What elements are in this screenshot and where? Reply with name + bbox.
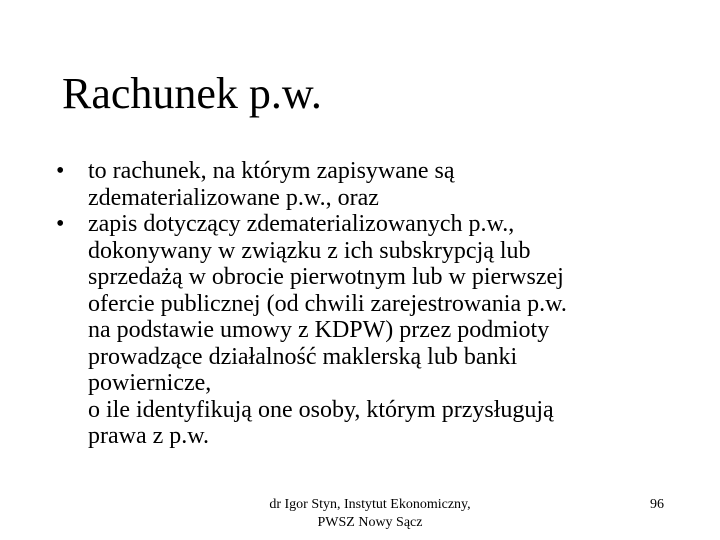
bullet-2-line-4: ofercie publicznej (od chwili zarejestrowania p.w.	[88, 290, 567, 317]
bullet-item-1	[56, 158, 676, 211]
bullet-2-line-9: prawa z p.w.	[88, 423, 210, 449]
bullet-2-line-3: sprzedażą w obrocie pierwotnym lub w pierwszej	[88, 264, 564, 290]
bullet-list	[56, 158, 676, 450]
bullet-2-line-7: powiernicze,	[88, 370, 212, 396]
bullet-icon: •	[56, 158, 65, 184]
footer-author: dr Igor Styn, Instytut Ekonomiczny,	[269, 497, 471, 512]
bullet-2-line-8: o ile identyfikują one osoby, którym przysługują	[88, 396, 554, 423]
bullet-item-2	[56, 211, 676, 450]
footer-institution: PWSZ Nowy Sącz	[317, 515, 423, 530]
slide-title: Rachunek p.w.	[62, 69, 322, 118]
bullet-1-line-1: to rachunek, na którym zapisywane są	[88, 158, 455, 184]
bullet-1-line-2: zdematerializowane p.w., oraz	[88, 184, 379, 211]
bullet-2-line-6: prowadzące działalność maklerską lub banki	[88, 343, 518, 370]
page-number: 96	[650, 497, 664, 512]
footer-source	[220, 496, 520, 532]
bullet-icon: •	[56, 211, 65, 237]
bullet-2-line-2: dokonywany w związku z ich subskrypcją lub	[88, 237, 531, 264]
bullet-2-line-5: na podstawie umowy z KDPW) przez podmioty	[88, 317, 550, 343]
bullet-2-line-1: zapis dotyczący zdematerializowanych p.w.,	[88, 211, 515, 237]
